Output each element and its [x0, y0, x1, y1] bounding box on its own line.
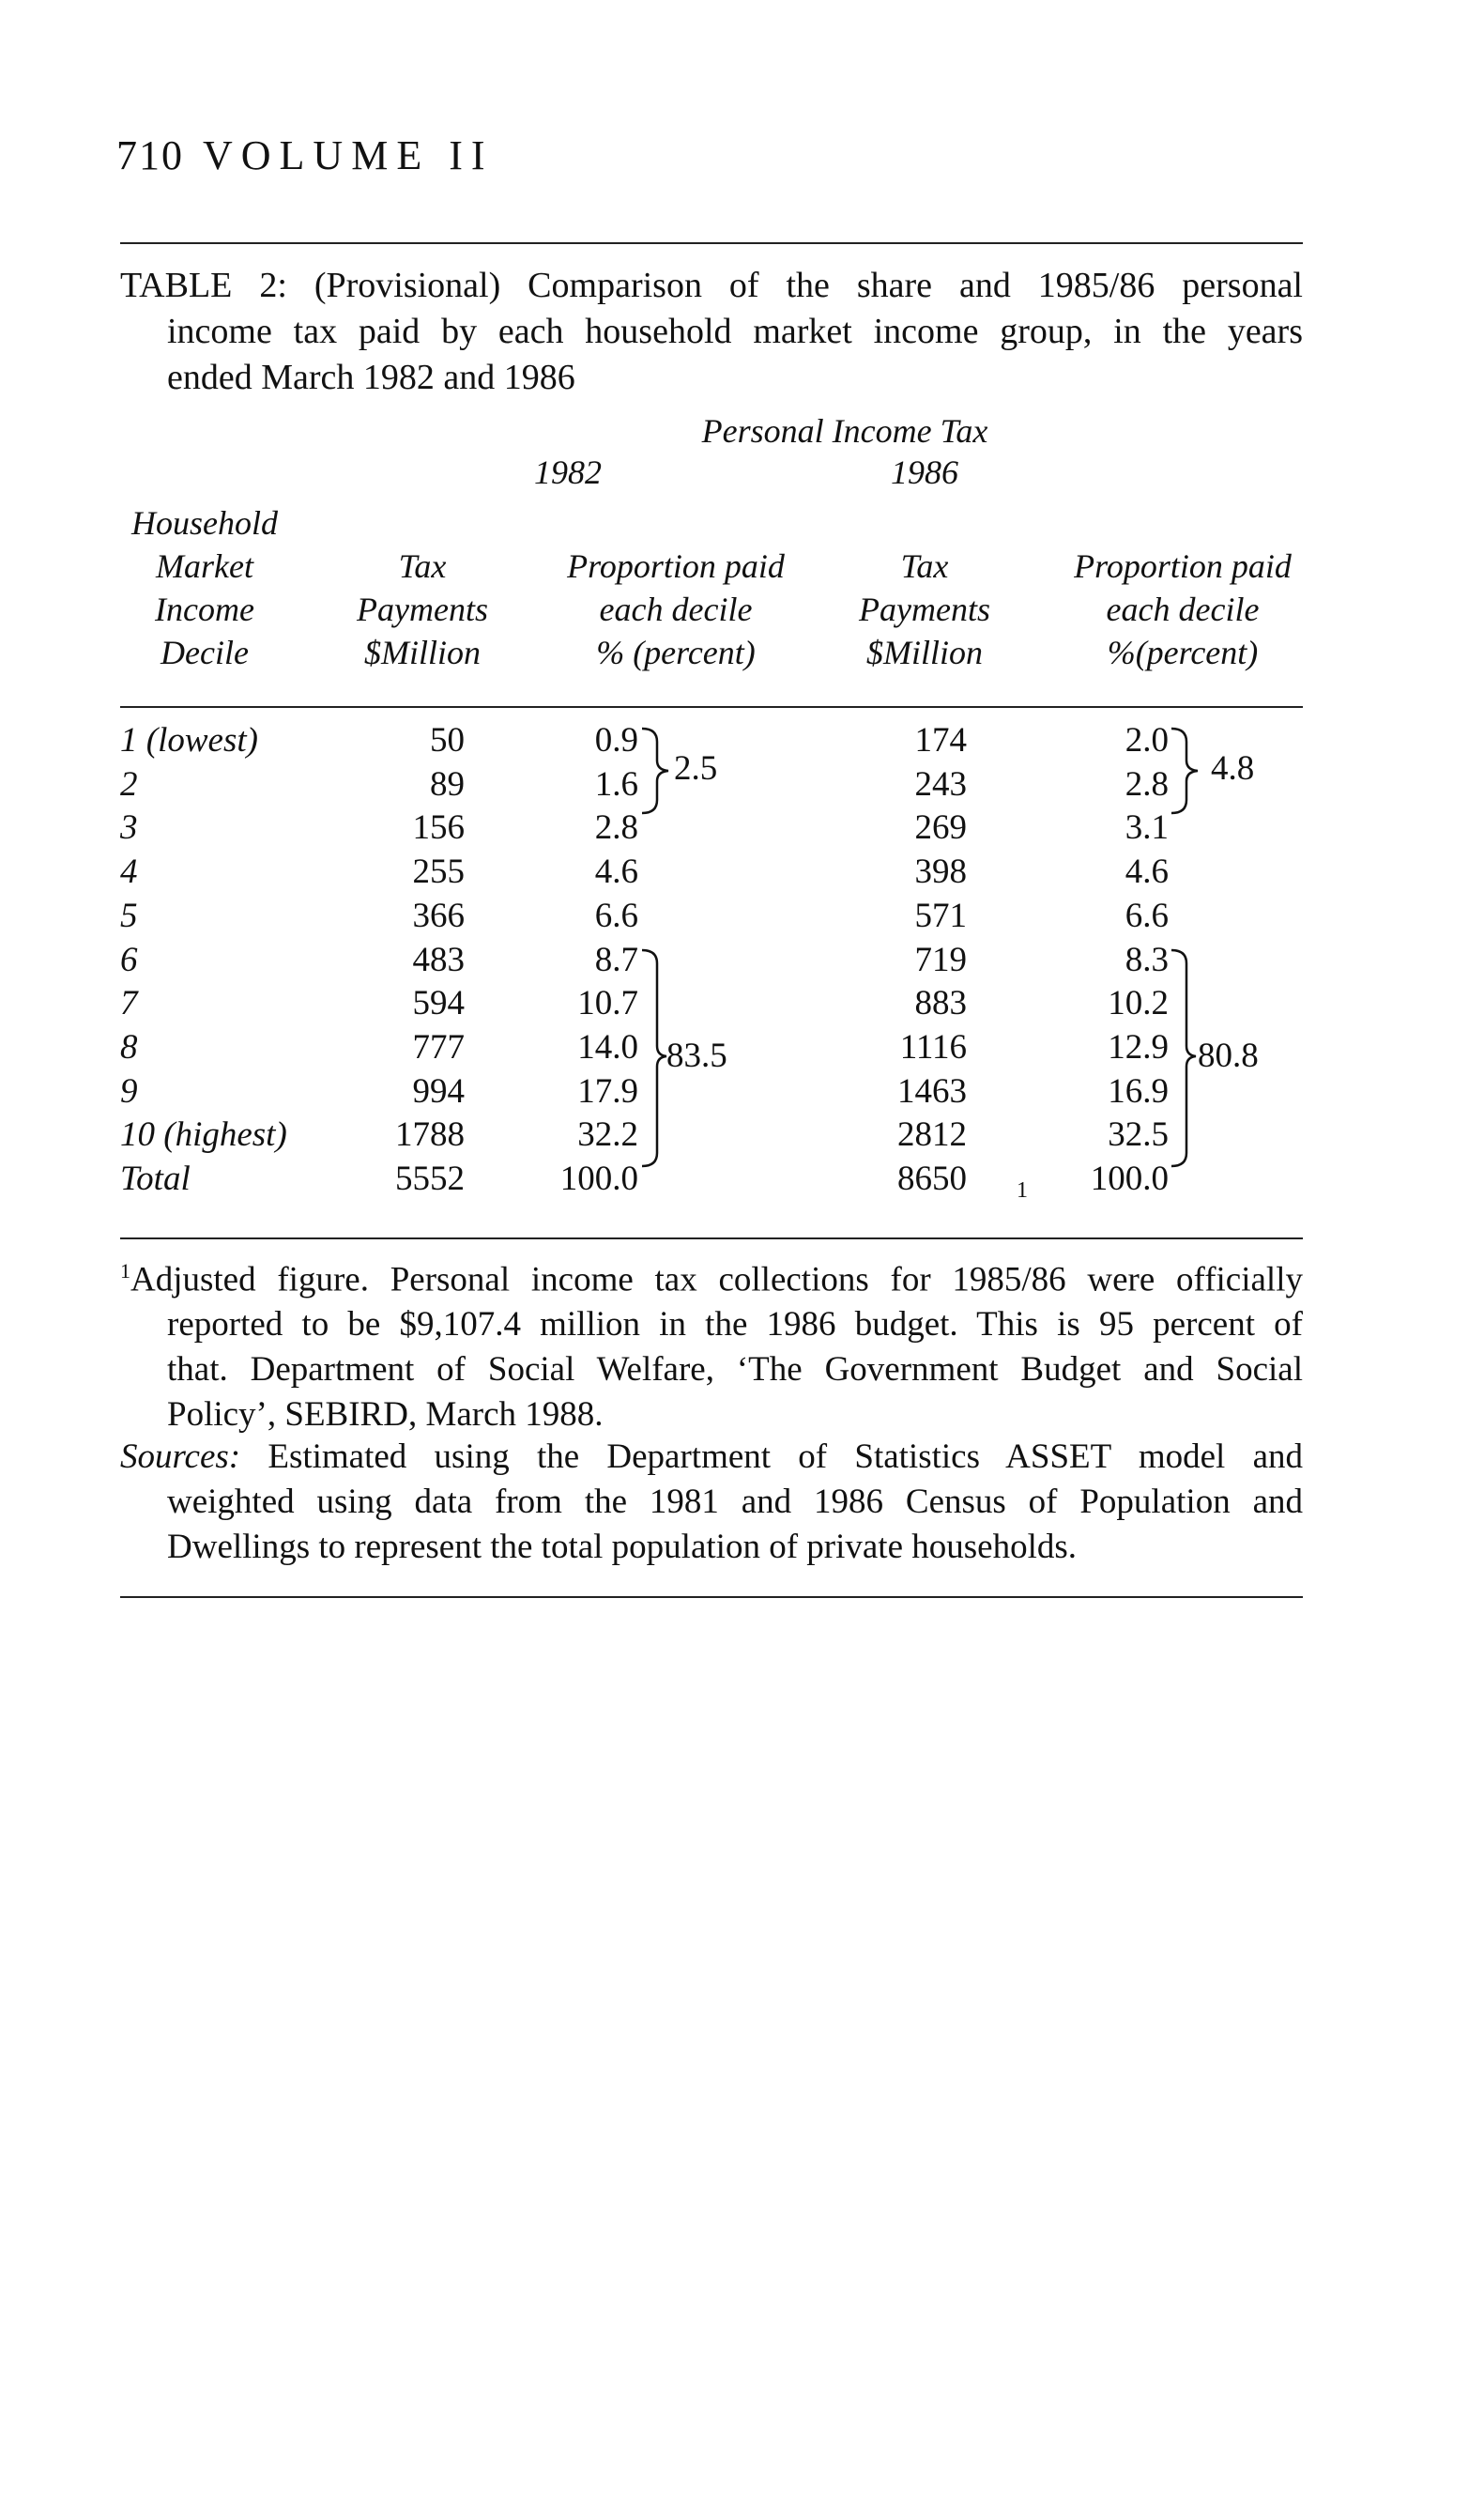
prop-1986-cell: 4.6: [1124, 853, 1169, 892]
footnote-1-mark: 1: [120, 1259, 130, 1283]
decile-label: 9: [120, 1071, 138, 1111]
tax-1986-cell: 2812: [897, 1115, 967, 1155]
prop-1986-cell: 100.0: [1090, 1160, 1169, 1198]
tax-1982-cell: 156: [412, 808, 465, 848]
header-line: $Million: [866, 634, 983, 671]
prop-1982-cell: 6.6: [594, 896, 638, 935]
prop-1982-cell: 2.8: [594, 808, 638, 848]
prop-1986-cell: 2.0: [1124, 721, 1169, 760]
decile-label: 3: [120, 808, 138, 848]
decile-label: 10 (highest): [120, 1115, 287, 1155]
header-line: Payments: [859, 591, 990, 628]
header-line: Market: [156, 547, 253, 585]
tax-1986-cell: 571: [914, 896, 967, 935]
header-line: Proportion paid: [1074, 547, 1292, 585]
tax-1986-cell: 1463: [897, 1071, 967, 1111]
tax-1982-cell: 366: [412, 896, 465, 935]
tax-1982-cell: 994: [412, 1071, 465, 1111]
sources-label: Sources:: [120, 1437, 241, 1476]
header-line: Decile: [161, 634, 249, 671]
prop-1982-cell: 32.2: [577, 1115, 638, 1155]
prop-1982-cell: 0.9: [594, 721, 638, 760]
tax-1982-cell: 5552: [395, 1160, 465, 1198]
header-line: %(percent): [1107, 634, 1259, 671]
tax-1986-cell: 883: [914, 984, 967, 1023]
tax-1982-cell: 89: [430, 764, 465, 804]
tax-1986-cell: 269: [914, 808, 967, 848]
sources-line: weighted using data from the 1981 and 1986 Census of Population and: [167, 1483, 1303, 1521]
decile-label: 1 (lowest): [120, 721, 258, 760]
page-number: 710: [116, 132, 184, 178]
tax-1982-cell: 483: [412, 940, 465, 979]
footnote-line: reported to be $9,107.4 million in the 1986 budget. This is 95 percent of: [167, 1305, 1303, 1345]
header-line: $Million: [364, 634, 481, 671]
header-line: Income: [155, 591, 254, 628]
brace-1986-high: [1171, 950, 1196, 1166]
running-title: VOLUME II: [203, 132, 494, 178]
decile-label: 6: [120, 940, 138, 979]
brace-1986-low: [1171, 729, 1198, 813]
header-line: Proportion paid: [567, 547, 785, 585]
header-line: Tax: [900, 547, 949, 585]
sources-line: Dwellings to represent the total population of private households.: [167, 1528, 1077, 1566]
tax-1986-cell: 1116: [899, 1027, 967, 1067]
prop-1982-cell: 4.6: [594, 853, 638, 892]
header-line: Tax: [398, 547, 447, 585]
header-line: Payments: [357, 591, 488, 628]
footnote-mark-total: 1: [1017, 1178, 1028, 1203]
caption-line: ended March 1982 and 1986: [167, 358, 575, 397]
caption-line: income tax paid by each household market income group, in the years: [167, 312, 1303, 351]
prop-1986-cell: 6.6: [1124, 896, 1169, 935]
prop-1982-cell: 17.9: [577, 1071, 638, 1111]
super-header: Personal Income Tax: [701, 412, 988, 450]
prop-1982-cell: 14.0: [577, 1027, 638, 1067]
footnote-1: [120, 1249, 1303, 1437]
tax-1986-cell: 8650: [897, 1160, 967, 1198]
header-line: % (percent): [596, 634, 756, 671]
tax-1986-cell: 243: [914, 764, 967, 804]
header-line: each decile: [1106, 591, 1260, 628]
group-1982-high-value: 83.5: [666, 1037, 727, 1075]
year-1982: 1982: [534, 453, 602, 491]
footnote-line: Policy’, SEBIRD, March 1988.: [167, 1395, 604, 1435]
caption-line: TABLE 2: (Provisional) Comparison of the share and 1985/86 personal: [120, 266, 1303, 305]
decile-label: 7: [120, 984, 138, 1023]
prop-1982-cell: 8.7: [594, 940, 638, 979]
prop-1986-cell: 3.1: [1124, 808, 1169, 848]
prop-1982-cell: 100.0: [559, 1160, 638, 1198]
tax-1982-cell: 50: [430, 721, 465, 760]
sources-line: Estimated using the Department of Statistics ASSET model and: [240, 1437, 1303, 1476]
prop-1986-cell: 12.9: [1108, 1027, 1169, 1067]
footnote-line: that. Department of Social Welfare, ‘The Government Budget and Social: [167, 1350, 1303, 1390]
decile-label: 2: [120, 764, 138, 804]
group-1986-high-value: 80.8: [1198, 1037, 1259, 1075]
tax-1986-cell: 398: [914, 853, 967, 892]
tax-1982-cell: 777: [412, 1027, 465, 1067]
tax-1982-cell: 594: [412, 984, 465, 1023]
brace-1982-high: [642, 950, 666, 1166]
tax-1986-cell: 719: [914, 940, 967, 979]
tax-1982-cell: 255: [412, 853, 465, 892]
decile-label: 5: [120, 896, 138, 935]
prop-1982-cell: 10.7: [577, 984, 638, 1023]
sources-note: [120, 1435, 1303, 1570]
group-1982-low-value: 2.5: [674, 749, 718, 788]
prop-1986-cell: 8.3: [1124, 940, 1169, 979]
bottom-rule: [120, 1596, 1303, 1598]
tax-1986-cell: 174: [914, 721, 967, 760]
decile-label: 4: [120, 853, 138, 892]
prop-1986-cell: 16.9: [1108, 1071, 1169, 1111]
header-line: each decile: [599, 591, 753, 628]
decile-label: Total: [120, 1160, 191, 1198]
year-1986: 1986: [891, 453, 958, 491]
tax-1982-cell: 1788: [395, 1115, 465, 1155]
header-line: Household: [131, 504, 278, 542]
prop-1986-cell: 2.8: [1124, 764, 1169, 804]
brace-1982-low: [642, 729, 668, 813]
group-1986-low-value: 4.8: [1211, 749, 1255, 788]
prop-1986-cell: 32.5: [1108, 1115, 1169, 1155]
prop-1986-cell: 10.2: [1108, 984, 1169, 1023]
footnote-line: Adjusted figure. Personal income tax collections for 1985/86 were officially: [130, 1260, 1303, 1299]
decile-label: 8: [120, 1027, 138, 1067]
table-bottom-rule: [120, 1237, 1303, 1239]
prop-1982-cell: 1.6: [594, 764, 638, 804]
